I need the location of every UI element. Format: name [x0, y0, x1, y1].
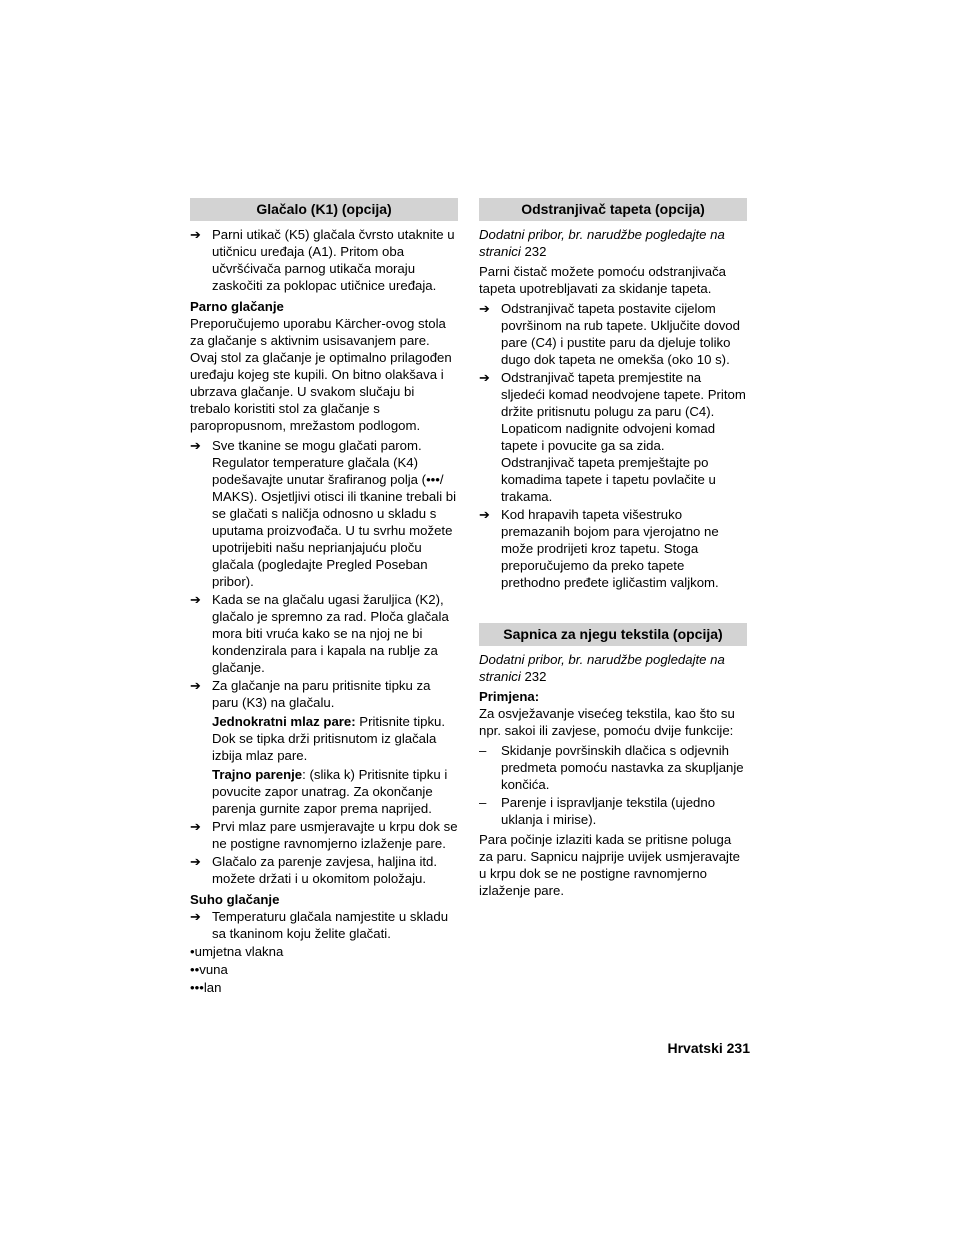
bullet-text: Temperaturu glačala namjestite u skladu sa tkaninom koju želite glačati.	[212, 909, 449, 941]
bullet-text: Kod hrapavih tapeta višestruko premazanih bojom para vjerojatno ne može prodrijeti kroz tapetu. Stoga preporučujemo da preko tapete prethodno pređete igličastim valjkom.	[501, 507, 719, 590]
bullet-item	[190, 677, 458, 817]
bullet-item	[190, 226, 458, 294]
bullet-text: Sve tkanine se mogu glačati parom. Regulator temperature glačala (K4) podešavajte unutar šrafiranog polja (•••/ MAKS). Osjetljivi otisci ili tkanine trebali bi se glačati s naličja odnosno u skladu s uputama proizvođača. U tu svrhu možete upotrijebiti našu neprianjajuću ploču glačala (pogledajte Pregled Poseban pribor).	[212, 438, 457, 589]
steam-ironing-text: Preporučujemo uporabu Kärcher-ovog stola za glačanje s aktivnim usisavanjem pare. Ovaj stol za glačanje je optimalno prilagođen uređaju kojeg ste kupili. On bitno olakšava i ubrzava glačanje. U svakom slučaju bi trebalo koristiti stol za glačanje s paropropusnom, mrežastom podlogom.	[190, 316, 452, 433]
temp-setting-wool: ••vuna	[190, 962, 228, 977]
dry-ironing-heading: Suho glačanje	[190, 892, 280, 907]
usage-heading: Primjena:	[479, 689, 540, 704]
accessory-note-italic: Dodatni pribor, br. narudžbe pogledajte na stranici	[479, 652, 725, 684]
bullet-item	[190, 908, 458, 942]
dash-text: Skidanje površinskih dlačica s odjevnih predmeta pomoću nastavka za skupljanje končića.	[501, 743, 744, 792]
arrow-icon: ➔	[479, 370, 491, 385]
arrow-icon: ➔	[190, 227, 202, 242]
continuous-steam-text: : (slika k) Pritisnite tipku i povucite zapor unatrag. Za okončanje parenja gurnite zapor prema naprijed.	[212, 767, 448, 816]
accessory-note-italic: Dodatni pribor, br. narudžbe pogledajte na stranici	[479, 227, 725, 259]
bullet-item	[479, 300, 747, 368]
bullet-text: Parni utikač (K5) glačala čvrsto utaknite u utičnicu uređaja (A1). Pritom oba učvršćivača parnog utikača moraju zaskočiti za poklopac utičnice uređaja.	[212, 227, 455, 293]
bullet-item	[190, 853, 458, 887]
bullet-text: Odstranjivač tapeta postavite cijelom površinom na rub tapete. Uključite dovod pare (C4) i pustite paru da djeluje toliko dugo dok tapeta ne omekša (oko 10 s).	[501, 301, 740, 367]
bullet-text-continued: Odstranjivač tapeta premještajte po komadima tapete i tapetu povlačite u trakama.	[501, 455, 716, 504]
usage-text: Za osvježavanje visećeg tekstila, kao što su npr. sakoi ili zavjese, pomoću dvije funkcije:	[479, 706, 735, 738]
bullet-item	[479, 369, 747, 505]
textile-section-heading: Sapnica za njegu tekstila (opcija)	[479, 623, 747, 646]
dash-marker: –	[479, 795, 487, 810]
bullet-text: Za glačanje na paru pritisnite tipku za paru (K3) na glačalu.	[212, 678, 431, 710]
wallpaper-section-heading: Odstranjivač tapeta (opcija)	[479, 198, 747, 221]
single-steam-label: Jednokratni mlaz pare:	[212, 714, 356, 729]
iron-section-heading: Glačalo (K1) (opcija)	[190, 198, 458, 221]
single-steam-paragraph	[212, 713, 458, 764]
arrow-icon: ➔	[190, 438, 202, 453]
bullet-item	[479, 506, 747, 591]
temp-setting-synthetic: •umjetna vlakna	[190, 944, 284, 959]
accessory-page-ref: 232	[520, 669, 547, 684]
bullet-item	[190, 591, 458, 676]
dash-text: Parenje i ispravljanje tekstila (ujedno uklanja i mirise).	[501, 795, 716, 827]
wallpaper-intro: Parni čistač možete pomoću odstranjivača tapeta upotrebljavati za skidanje tapeta.	[479, 264, 727, 296]
arrow-icon: ➔	[190, 909, 202, 924]
right-column	[479, 198, 747, 902]
bullet-text: Prvi mlaz pare usmjeravajte u krpu dok se ne postigne ravnomjerno izlaženje pare.	[212, 819, 458, 851]
bullet-text: Kada se na glačalu ugasi žaruljica (K2), glačalo je spremno za rad. Ploča glačala mora biti vruća kako se na njoj ne bi kondenzirala para i kapala na rublje za glačanje.	[212, 592, 449, 675]
page-footer: Hrvatski 231	[667, 1040, 750, 1056]
arrow-icon: ➔	[479, 301, 491, 316]
textile-accessory-note	[479, 651, 747, 685]
arrow-icon: ➔	[190, 854, 202, 869]
textile-closing-text: Para počinje izlaziti kada se pritisne poluga za paru. Sapnicu najprije uvijek usmjeravajte u krpu dok se ne postigne ravnomjerno izlaženje pare.	[479, 832, 740, 898]
dash-marker: –	[479, 743, 487, 758]
arrow-icon: ➔	[190, 592, 202, 607]
temp-setting-linen: •••lan	[190, 980, 222, 995]
bullet-item	[190, 818, 458, 852]
accessory-page-ref: 232	[520, 244, 547, 259]
dash-item	[479, 794, 747, 828]
wallpaper-accessory-note	[479, 226, 747, 260]
arrow-icon: ➔	[190, 678, 202, 693]
steam-ironing-heading: Parno glačanje	[190, 299, 284, 314]
bullet-item	[190, 437, 458, 590]
single-steam-text: Pritisnite tipku. Dok se tipka drži pritisnutom iz glačala izbija mlaz pare.	[212, 714, 446, 763]
arrow-icon: ➔	[479, 507, 491, 522]
left-column	[190, 198, 458, 997]
dash-item	[479, 742, 747, 793]
continuous-steam-paragraph	[212, 766, 458, 817]
arrow-icon: ➔	[190, 819, 202, 834]
continuous-steam-label: Trajno parenje	[212, 767, 303, 782]
bullet-text: Odstranjivač tapeta premjestite na sljedeći komad neodvojene tapete. Pritom držite pritisnutu polugu za paru (C4). Lopaticom nadignite odvojeni komad tapete i povucite ga sa zida.	[501, 370, 746, 453]
bullet-text: Glačalo za parenje zavjesa, haljina itd. možete držati i u okomitom položaju.	[212, 854, 438, 886]
